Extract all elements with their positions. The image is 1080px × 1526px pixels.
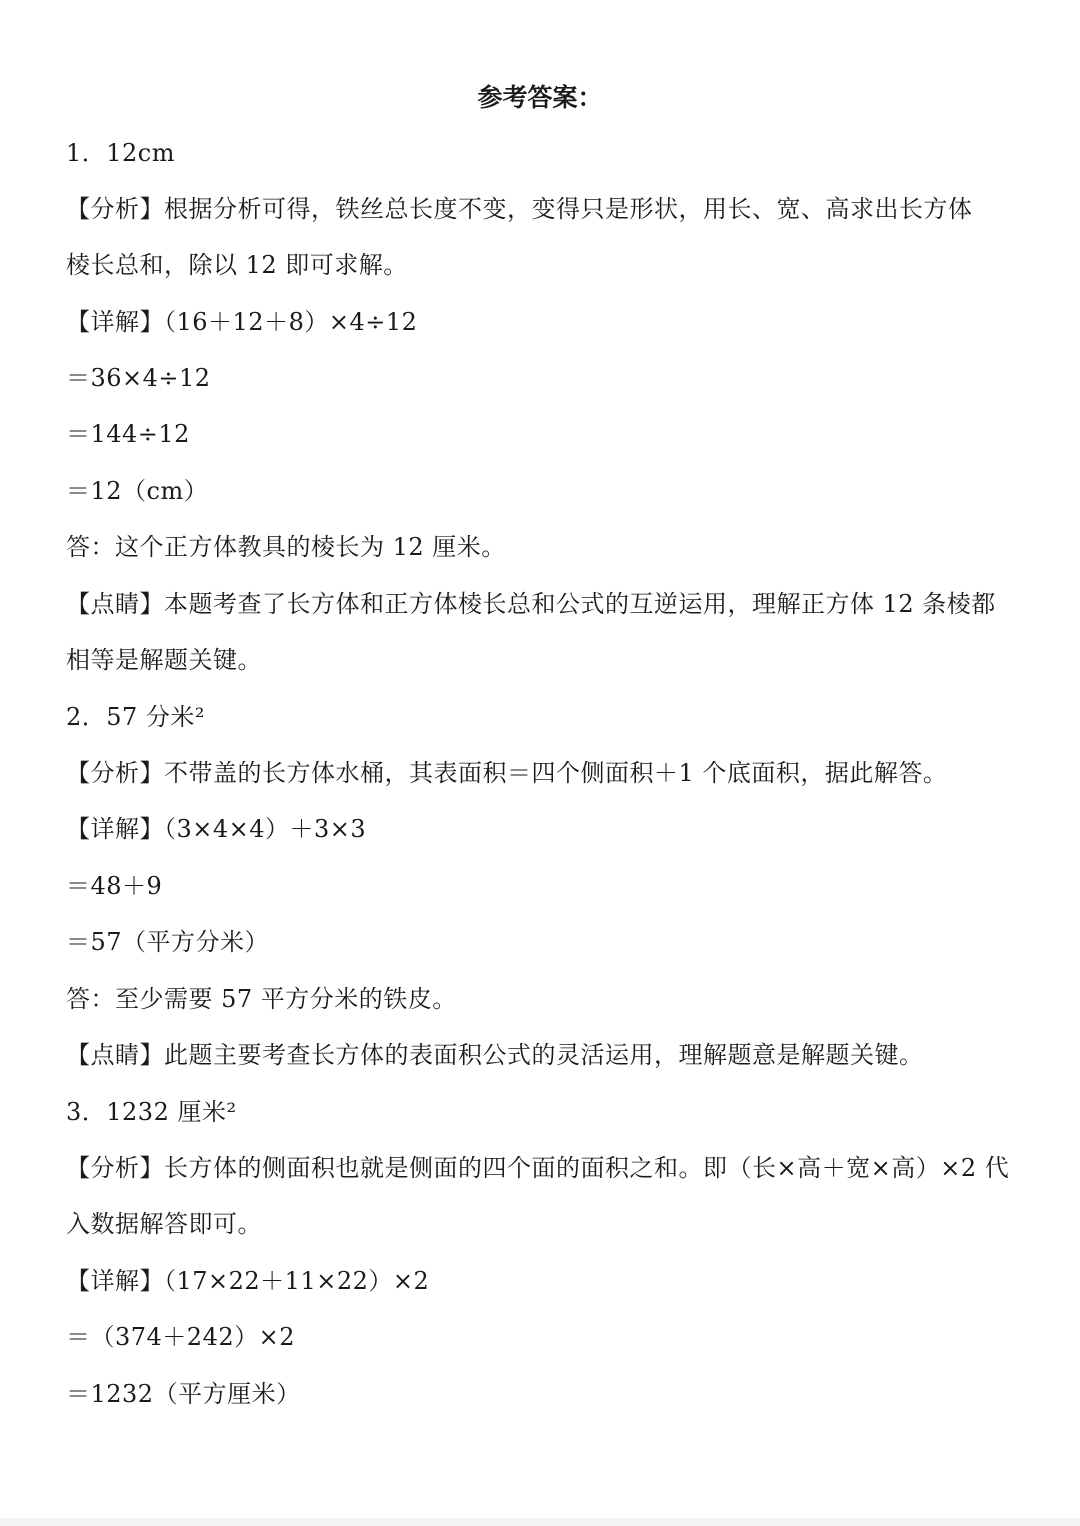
answer-2-conclusion: 答：至少需要 57 平方分米的铁皮。	[66, 985, 457, 1013]
answer-1-detail-line-1: 【详解】（16＋12＋8）×4÷12	[66, 308, 418, 336]
answer-3-detail-line-3: ＝1232（平方厘米）	[66, 1380, 301, 1408]
answer-1-conclusion: 答：这个正方体教具的棱长为 12 厘米。	[66, 533, 506, 561]
page-title: 参考答案：	[477, 83, 603, 112]
answer-2-heading: 2．57 分米²	[66, 703, 206, 731]
answer-1-comment-line-1: 【点睛】本题考查了长方体和正方体棱长总和公式的互逆运用，理解正方体 12 条棱都	[66, 590, 996, 618]
answer-3-detail-line-2: ＝（374＋242）×2	[66, 1323, 295, 1351]
answer-3-analysis-line-2: 入数据解答即可。	[66, 1210, 262, 1238]
answer-1-detail-line-4: ＝12（cm）	[66, 477, 209, 505]
answer-1-analysis-line-1: 【分析】根据分析可得，铁丝总长度不变，变得只是形状，用长、宽、高求出长方体	[66, 195, 973, 223]
page-bottom-band	[0, 1518, 1080, 1526]
answer-1-detail-line-2: ＝36×4÷12	[66, 364, 211, 392]
answer-2-comment: 【点睛】此题主要考查长方体的表面积公式的灵活运用，理解题意是解题关键。	[66, 1041, 924, 1069]
answer-2-detail-line-3: ＝57（平方分米）	[66, 928, 270, 956]
answer-3-heading: 3．1232 厘米²	[66, 1098, 237, 1126]
answer-3-detail-line-1: 【详解】（17×22＋11×22）×2	[66, 1267, 430, 1295]
answer-1-heading: 1．12cm	[66, 139, 176, 167]
answer-2-detail-line-1: 【详解】（3×4×4）＋3×3	[66, 815, 367, 843]
answer-1-analysis-line-2: 棱长总和，除以 12 即可求解。	[66, 251, 408, 279]
answer-2-detail-line-2: ＝48＋9	[66, 872, 163, 900]
answer-1-comment-line-2: 相等是解题关键。	[66, 646, 262, 674]
answer-1-detail-line-3: ＝144÷12	[66, 420, 190, 448]
answer-2-analysis: 【分析】不带盖的长方体水桶，其表面积＝四个侧面积＋1 个底面积，据此解答。	[66, 759, 948, 787]
answer-3-analysis-line-1: 【分析】长方体的侧面积也就是侧面的四个面的面积之和。即（长×高＋宽×高）×2 代	[66, 1154, 1010, 1182]
